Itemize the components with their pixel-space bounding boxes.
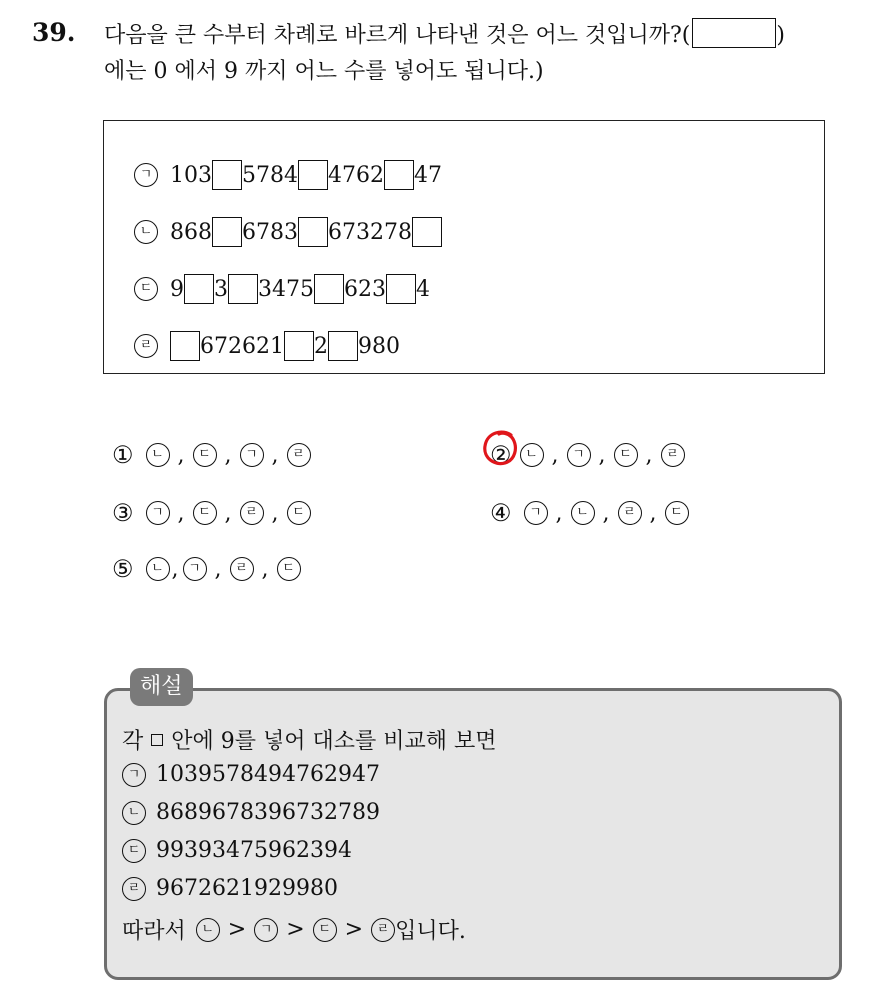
digit-box — [184, 274, 214, 304]
answer-blank-box — [692, 18, 776, 48]
conclusion-mark: ㄷ — [313, 918, 337, 942]
choice-mark: ㄷ — [665, 501, 689, 525]
explanation-line-giyeok — [122, 762, 380, 787]
options-box — [103, 120, 825, 374]
number-part: 3 — [214, 276, 228, 302]
intro-text-a: 각 — [122, 729, 144, 754]
explanation-line-digeut — [122, 838, 352, 863]
choice-mark: ㄴ — [146, 443, 170, 467]
gt-sign: > — [344, 917, 364, 942]
conclusion-mark: ㄱ — [254, 918, 278, 942]
choice-mark: ㄹ — [661, 443, 685, 467]
option-rieul — [134, 328, 400, 364]
gt-sign: > — [286, 917, 305, 942]
digit-box — [298, 160, 328, 190]
choice-mark: ㄱ — [146, 501, 170, 525]
choice-mark: ㄹ — [230, 557, 254, 581]
line-value: 99393475962394 — [156, 838, 352, 863]
digit-box — [298, 217, 328, 247]
choice-mark: ㄷ — [193, 501, 217, 525]
digit-box — [212, 217, 242, 247]
number-part: 673278 — [328, 219, 412, 245]
explanation-line-nieun — [122, 800, 380, 825]
choice-mark: ㄷ — [277, 557, 301, 581]
number-part: 2 — [313, 333, 328, 359]
option-mark: ㄴ — [134, 220, 158, 244]
choice-number: ④ — [490, 499, 512, 527]
choice-mark: ㄴ — [146, 557, 170, 581]
line-value: 1039578494762947 — [156, 762, 380, 787]
choice-mark: ㄹ — [287, 443, 311, 467]
choice-mark: ㄷ — [193, 443, 217, 467]
choice-mark: ㄹ — [240, 501, 264, 525]
option-nieun — [134, 214, 442, 250]
digit-box — [328, 331, 358, 361]
explanation-intro — [122, 724, 497, 755]
number-part: 6783 — [242, 219, 298, 245]
line-mark: ㄴ — [122, 801, 146, 825]
number-part: 103 — [170, 162, 212, 188]
choice-number: ① — [112, 441, 134, 469]
explanation-conclusion — [122, 914, 466, 945]
digit-box — [170, 331, 200, 361]
digit-box — [314, 274, 344, 304]
number-part: 980 — [357, 333, 400, 359]
choice-mark: ㄴ — [571, 501, 595, 525]
explanation-line-rieul — [122, 876, 338, 901]
question-text: 다음을 큰 수부터 차례로 바르게 나타낸 것은 어느 것입니까?( ) 에는 0 에서 9 까지 어느 수를 넣어도 됩니다.) — [104, 18, 864, 90]
conclusion-mark: ㄴ — [196, 918, 220, 942]
number-part: 672621 — [200, 333, 284, 359]
digit-box — [212, 160, 242, 190]
question-line-1: 다음을 큰 수부터 차례로 바르게 나타낸 것은 어느 것입니까?( — [104, 23, 691, 48]
option-mark: ㄱ — [134, 163, 158, 187]
option-digeut — [134, 271, 430, 307]
choice-mark: ㄱ — [240, 443, 264, 467]
digit-box — [228, 274, 258, 304]
conclusion-prefix: 따라서 — [122, 919, 186, 944]
number-part: 47 — [414, 162, 442, 188]
number-part: 4762 — [328, 162, 384, 188]
digit-box — [284, 331, 314, 361]
line-mark: ㄱ — [122, 763, 146, 787]
choice-mark: ㄱ — [567, 443, 591, 467]
choice-mark: ㄱ — [524, 501, 548, 525]
choice-mark: ㄱ — [183, 557, 207, 581]
line-mark: ㄹ — [122, 877, 146, 901]
digit-box — [384, 160, 414, 190]
choice-3[interactable]: ③ ㄱ , ㄷ , ㄹ , ㄷ — [112, 496, 311, 530]
line-value: 8689678396732789 — [156, 800, 380, 825]
digit-box — [412, 217, 442, 247]
number-part: 4 — [416, 276, 430, 302]
option-mark: ㄹ — [134, 334, 158, 358]
question-number: 39. — [32, 18, 76, 47]
intro-text-b: 안에 9를 넣어 대소를 비교해 보면 — [171, 729, 497, 754]
digit-box — [386, 274, 416, 304]
question-line-2: 에는 0 에서 9 까지 어느 수를 넣어도 됩니다.) — [104, 59, 544, 84]
line-mark: ㄷ — [122, 839, 146, 863]
choice-1[interactable]: ① ㄴ , ㄷ , ㄱ , ㄹ — [112, 438, 311, 472]
choice-number: ③ — [112, 499, 134, 527]
choice-mark: ㄴ — [520, 443, 544, 467]
choice-2[interactable]: ② ㄴ , ㄱ , ㄷ , ㄹ — [490, 438, 685, 472]
explanation-tag: 해설 — [130, 668, 193, 706]
choice-number: ② — [490, 441, 512, 469]
number-part: 9 — [170, 276, 184, 302]
number-part: 3475 — [258, 276, 314, 302]
number-part: 5784 — [242, 162, 298, 188]
selected-answer-circle — [481, 428, 521, 468]
gt-sign: > — [227, 917, 247, 942]
number-part: 623 — [344, 276, 386, 302]
number-part: 868 — [170, 219, 212, 245]
line-value: 9672621929980 — [156, 876, 338, 901]
option-giyeok — [134, 157, 442, 193]
small-square-icon — [151, 734, 163, 746]
choice-mark: ㄷ — [614, 443, 638, 467]
choice-mark: ㄹ — [618, 501, 642, 525]
choice-5[interactable]: ⑤ ㄴ , ㄱ , ㄹ , ㄷ — [112, 552, 301, 586]
choice-4[interactable]: ④ ㄱ , ㄴ , ㄹ , ㄷ — [490, 496, 689, 530]
option-mark: ㄷ — [134, 277, 158, 301]
choice-number: ⑤ — [112, 555, 134, 583]
conclusion-suffix: 입니다. — [395, 919, 466, 944]
conclusion-mark: ㄹ — [371, 918, 395, 942]
choice-mark: ㄷ — [287, 501, 311, 525]
